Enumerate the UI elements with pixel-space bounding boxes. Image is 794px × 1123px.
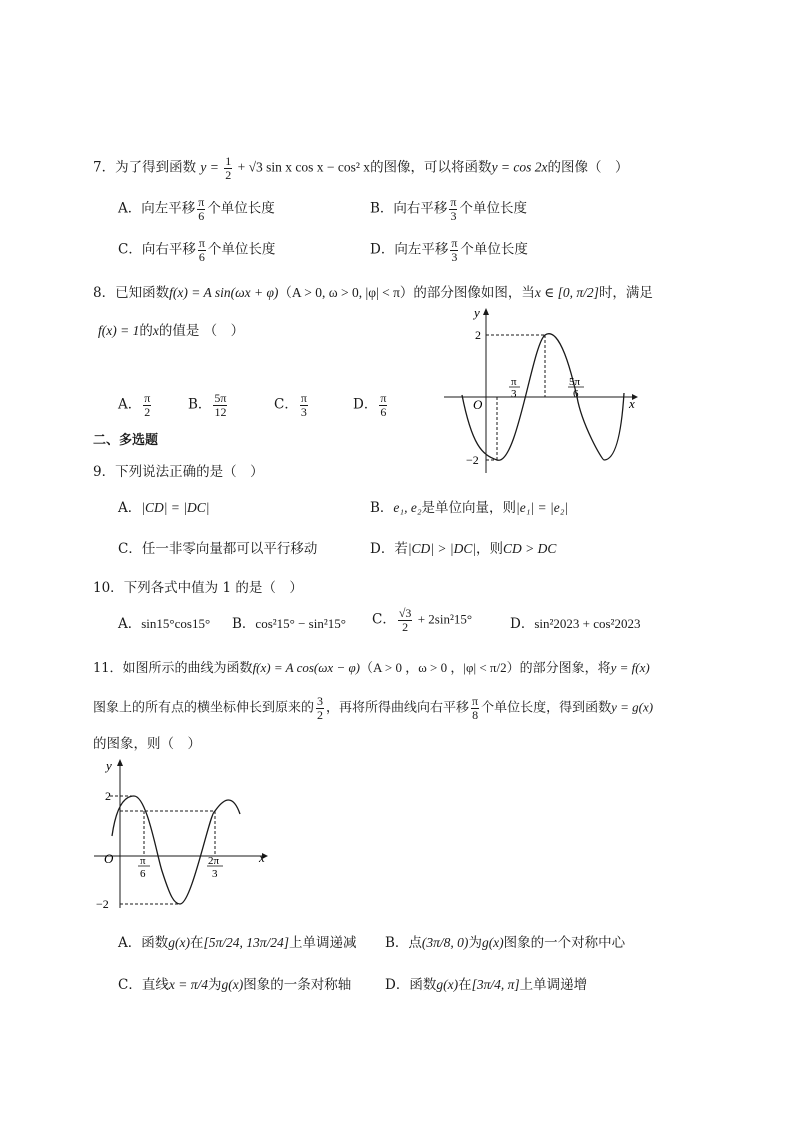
- q11-option-b-mid: 为: [468, 935, 482, 951]
- q9-option-d-cond: |CD| > |DC|: [407, 541, 477, 556]
- q11-tick-pi6-den: 6: [140, 868, 146, 880]
- q9-stem: [93, 464, 264, 480]
- q8-stem-part1: 已知函数: [115, 285, 170, 301]
- q11-stem2-a: 图象上的所有点的横坐标伸长到原来的: [93, 700, 315, 716]
- q7-stem-part2: 的图像，可以将函数: [370, 159, 492, 176]
- q11-option-b-post: 图象的一个对称中心: [503, 935, 626, 951]
- q11-x-label: x: [259, 850, 265, 865]
- q11-y-arrow: [117, 759, 123, 766]
- q11-option-c[interactable]: [118, 977, 351, 993]
- q7-option-c-post: 个单位长度: [207, 241, 276, 258]
- q11-stem2-d: y = g(x): [611, 699, 654, 715]
- q11-stem2-b: ，再将所得曲线向右平移: [326, 700, 470, 716]
- q9-option-d[interactable]: [370, 541, 556, 557]
- q10-stem-text: 下列各式中值为 1 的是（ ）: [123, 580, 303, 596]
- q8-tick-5pi6-den: 6: [573, 388, 579, 400]
- q8-y-label: y: [474, 305, 480, 320]
- q11-option-d-func: g(x): [436, 977, 459, 992]
- q11-stem-line1: [93, 656, 650, 681]
- q10-option-c-label: C．: [372, 611, 396, 628]
- q10-option-a[interactable]: [118, 616, 210, 632]
- q8-graph: [442, 305, 642, 475]
- q7-formula-y: y =: [200, 159, 223, 175]
- q9-option-b-text: 是单位向量，则: [421, 500, 517, 516]
- q11-option-c-post: 图象的一条对称轴: [243, 977, 352, 993]
- q8-option-b[interactable]: [188, 392, 229, 418]
- q9-option-b[interactable]: [370, 500, 568, 516]
- q10-option-a-formula: sin15°cos15°: [141, 616, 211, 631]
- q11-option-b-func: g(x): [481, 935, 504, 950]
- q11-number: 11．: [93, 661, 123, 676]
- q9-option-c[interactable]: [118, 541, 317, 557]
- q8-option-b-label: B．: [188, 396, 212, 413]
- q11-origin-label: O: [104, 851, 114, 866]
- q11-stem2-frac1: $\frac{3}{2}$: [317, 694, 324, 722]
- q7-number: 7．: [93, 159, 116, 176]
- q7-option-c[interactable]: [118, 237, 275, 263]
- q11-option-a[interactable]: [118, 935, 357, 951]
- q10-option-b-label: B．: [232, 616, 256, 632]
- q11-option-b-label: B．: [385, 935, 409, 951]
- q11-stem1-b: 的部分图象，将: [519, 661, 611, 676]
- q7-option-a-post: 个单位长度: [207, 200, 275, 217]
- q11-option-c-line: x = π/4: [168, 977, 208, 992]
- q9-option-b-formula: |e₁| = |e₂|: [516, 500, 569, 515]
- q8-range: x ∈ [0, π/2]: [534, 285, 599, 300]
- q10-option-b-formula: cos²15° − sin²15°: [255, 616, 346, 631]
- q11-option-a-post: 上单调递减: [289, 935, 357, 951]
- q7-option-a-label: A．: [118, 200, 142, 217]
- q7-stem-part1: 为了得到函数: [115, 159, 197, 176]
- q11-option-b-pre: 点: [408, 935, 422, 951]
- q11-y-label: y: [106, 758, 112, 773]
- q8-stem: [93, 281, 653, 305]
- q11-stem1-a: 如图所示的曲线为函数: [122, 661, 253, 676]
- q11-option-a-pre: 函数: [141, 935, 169, 951]
- q8-cond: （A > 0, ω > 0, |φ| < π）: [278, 285, 414, 300]
- q8-option-d-frac: $\frac{\pi}{6}$: [380, 391, 387, 419]
- q11-tick-2pi3-den: 3: [212, 868, 218, 880]
- q10-option-c[interactable]: [372, 607, 472, 633]
- q11-option-d[interactable]: [385, 977, 587, 993]
- q9-option-c-label: C．: [118, 541, 142, 557]
- q7-option-c-pre: 向右平移: [141, 241, 196, 258]
- q8-line2-text: 的: [139, 323, 153, 339]
- q10-option-c-frac: $\frac{√3}{2}$: [398, 606, 412, 634]
- q8-option-a[interactable]: [118, 392, 153, 418]
- q11-option-d-mid: 在: [458, 977, 472, 993]
- q11-option-b[interactable]: [385, 935, 625, 951]
- q8-x-label: x: [629, 396, 635, 411]
- q9-option-d-then: ，则: [476, 541, 504, 557]
- q9-option-d-result: CD > DC: [503, 541, 557, 556]
- q11-stem2-frac2: $\frac{\pi}{8}$: [472, 694, 479, 722]
- q11-stem-line2: [93, 695, 653, 721]
- q8-option-c[interactable]: [274, 392, 310, 418]
- q11-stem1-func: f(x) = A cos(ωx − φ): [252, 660, 360, 675]
- q11-option-b-point: (3π/8, 0): [421, 935, 469, 950]
- q7-option-a-pre: 向左平移: [141, 200, 196, 217]
- q10-option-d[interactable]: [510, 616, 640, 632]
- q7-option-c-label: C．: [118, 241, 142, 258]
- q9-option-b-vectors: e₁, e₂: [393, 500, 422, 515]
- q8-option-c-frac: $\frac{\pi}{3}$: [300, 391, 307, 419]
- q7-option-d-frac: $\frac{\pi}{3}$: [451, 236, 458, 264]
- q11-option-a-mid: 在: [189, 935, 204, 951]
- q8-stem-part2: 的部分图像如图，当: [413, 285, 535, 301]
- q7-option-b-label: B．: [370, 200, 394, 217]
- q7-option-b-frac: $\frac{\pi}{3}$: [450, 195, 457, 223]
- q10-number: 10．: [93, 580, 124, 596]
- q7-formula-half: $\frac{1}{2}$: [225, 154, 232, 182]
- q7-option-a[interactable]: [118, 196, 275, 222]
- q11-tick-2pi3-num: 2π: [208, 855, 220, 867]
- q8-line2-x: x: [152, 323, 159, 338]
- q8-line2-end: 的值是 （ ）: [158, 323, 245, 339]
- q8-option-a-label: A．: [118, 396, 142, 413]
- q7-option-b-post: 个单位长度: [459, 200, 527, 217]
- q11-stem3: 的图象，则（ ）: [93, 736, 201, 752]
- q8-number: 8．: [93, 285, 116, 301]
- q7-option-d-post: 个单位长度: [460, 241, 528, 258]
- q9-option-a[interactable]: [118, 500, 209, 516]
- q11-option-a-func: g(x): [168, 935, 190, 950]
- q11-option-c-func: g(x): [221, 977, 244, 992]
- q10-stem: [93, 580, 303, 596]
- q8-stem-line2: [98, 323, 244, 339]
- q11-stem1-c: y = f(x): [610, 660, 650, 675]
- q11-option-a-label: A．: [118, 935, 142, 951]
- q7-option-a-frac: $\frac{\pi}{6}$: [198, 195, 205, 223]
- section-2-title: 二、多选题: [93, 433, 159, 448]
- q7-option-c-frac: $\frac{\pi}{6}$: [198, 236, 205, 264]
- q7-option-b[interactable]: [370, 196, 527, 222]
- q8-option-c-label: C．: [274, 396, 298, 413]
- q8-tick-pi3-num: π: [511, 376, 517, 388]
- q7-option-d-pre: 向左平移: [394, 241, 449, 258]
- q8-func: f(x) = A sin(ωx + φ): [169, 285, 279, 300]
- q9-option-b-label: B．: [370, 500, 394, 516]
- q9-option-a-formula: |CD| = |DC|: [141, 500, 210, 515]
- q11-stem2-c: 个单位长度，得到函数: [481, 700, 612, 716]
- q9-option-c-text: 任一非零向量都可以平行移动: [141, 541, 318, 557]
- q8-y-arrow: [483, 308, 489, 315]
- q8-tick-pi3-den: 3: [511, 388, 517, 400]
- q10-option-c-rest: + 2sin²15°: [414, 611, 473, 627]
- q8-line2-func: f(x) = 1: [98, 323, 140, 338]
- q11-stem1-cond: （A > 0 ，ω > 0 ，|φ| < π/2）: [360, 660, 520, 675]
- q11-option-a-interval: [5π/24, 13π/24]: [203, 935, 290, 950]
- q11-curve: [112, 796, 240, 904]
- q11-option-c-mid: 为: [207, 977, 222, 993]
- q11-option-d-pre: 函数: [409, 977, 437, 993]
- q9-stem-text: 下列说法正确的是（ ）: [115, 464, 264, 480]
- q7-formula: + √3 sin x cos x − cos² x: [234, 159, 371, 175]
- q7-option-d[interactable]: [370, 237, 528, 263]
- q8-tick-5pi6-num: 5π: [569, 376, 581, 388]
- q9-option-d-label: D．: [370, 541, 395, 557]
- q11-tick-top: 2: [105, 789, 111, 803]
- q11-tick-pi6-num: π: [140, 855, 146, 867]
- q11-option-d-label: D．: [385, 977, 410, 993]
- q11-stem-line3: [93, 736, 201, 752]
- q7-formula-target: y = cos 2x: [491, 159, 548, 175]
- q11-tick-bottom: −2: [96, 897, 109, 911]
- q9-option-d-if: 若: [394, 541, 408, 557]
- q7-option-b-pre: 向右平移: [393, 200, 448, 217]
- q8-option-d[interactable]: [353, 392, 389, 418]
- q8-option-d-label: D．: [353, 396, 378, 413]
- q11-graph: [92, 756, 272, 916]
- q9-number: 9．: [93, 464, 116, 480]
- q10-option-a-label: A．: [118, 616, 142, 632]
- q8-origin-label: O: [473, 397, 483, 412]
- q8-tick-top: 2: [475, 328, 481, 342]
- q7-stem-part3: 的图像（ ）: [547, 159, 629, 176]
- q10-option-d-formula: sin²2023 + cos²2023: [534, 616, 641, 631]
- q7-option-d-label: D．: [370, 241, 395, 258]
- q10-option-b[interactable]: [232, 616, 346, 632]
- q7-stem: [93, 155, 629, 181]
- q8-stem-part3: 时，满足: [598, 285, 653, 301]
- q11-option-d-interval: [3π/4, π]: [471, 977, 520, 992]
- q11-option-c-pre: 直线: [141, 977, 169, 993]
- q11-option-d-post: 上单调递增: [519, 977, 588, 993]
- q10-option-d-label: D．: [510, 616, 535, 632]
- q8-option-b-frac: $\frac{5\pi}{12}$: [214, 391, 227, 419]
- q11-option-c-label: C．: [118, 977, 142, 993]
- q8-option-a-frac: $\frac{\pi}{2}$: [144, 391, 151, 419]
- q9-option-a-label: A．: [118, 500, 142, 516]
- q8-tick-bottom: −2: [466, 453, 479, 467]
